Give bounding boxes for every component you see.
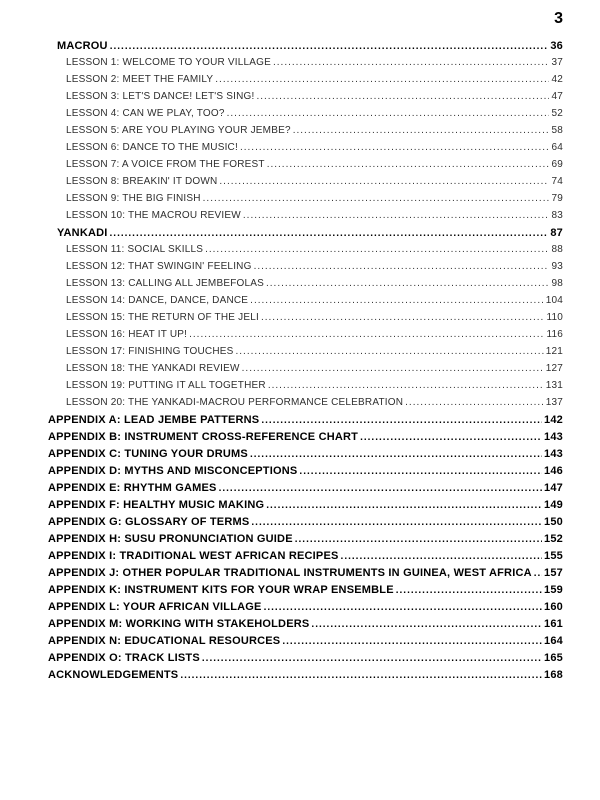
- toc-entry-label: LESSON 15: THE RETURN OF THE JELI: [66, 312, 259, 323]
- toc-entry: [48, 227, 563, 244]
- dot-leader: [110, 40, 549, 52]
- toc-entry-label: APPENDIX G: GLOSSARY OF TERMS: [48, 516, 250, 528]
- toc-entry-label: APPENDIX L: YOUR AFRICAN VILLAGE: [48, 601, 262, 613]
- dot-leader: [236, 346, 544, 357]
- dot-leader: [264, 601, 542, 613]
- toc-entry-label: APPENDIX B: INSTRUMENT CROSS-REFERENCE CHART: [48, 431, 359, 443]
- toc-entry: [48, 125, 563, 142]
- dot-leader: [180, 669, 542, 681]
- toc-entry-page: 87: [550, 227, 563, 239]
- toc-entry-page: 142: [544, 414, 563, 426]
- toc-entry-page: 131: [545, 380, 563, 391]
- dot-leader: [293, 125, 550, 136]
- toc-entry: [48, 74, 563, 91]
- toc-entry-page: 58: [551, 125, 563, 136]
- toc-entry-page: 83: [551, 210, 563, 221]
- toc-entry: [48, 159, 563, 176]
- toc-entry-page: 155: [544, 550, 563, 562]
- dot-leader: [261, 312, 545, 323]
- toc-entry: [48, 618, 563, 635]
- toc-entry-label: LESSON 4: CAN WE PLAY, TOO?: [66, 108, 225, 119]
- toc-entry-page: 36: [550, 40, 563, 52]
- toc-entry-label: LESSON 20: THE YANKADI-MACROU PERFORMANCE CELEBRATION: [66, 397, 404, 408]
- toc-entry: [48, 57, 563, 74]
- dot-leader: [240, 142, 550, 153]
- toc-entry: [48, 669, 563, 686]
- toc-entry-page: 147: [544, 482, 563, 494]
- dot-leader: [396, 584, 542, 596]
- dot-leader: [251, 516, 542, 528]
- toc-entry-label: LESSON 17: FINISHING TOUCHES: [66, 346, 234, 357]
- toc-entry-page: 150: [544, 516, 563, 528]
- toc-entry-page: 168: [544, 669, 563, 681]
- toc-entry-label: LESSON 14: DANCE, DANCE, DANCE: [66, 295, 249, 306]
- toc-entry: [48, 550, 563, 567]
- toc-entry-label: APPENDIX N: EDUCATIONAL RESOURCES: [48, 635, 281, 647]
- toc-entry: [48, 108, 563, 125]
- toc-entry-page: 42: [551, 74, 563, 85]
- dot-leader: [256, 91, 549, 102]
- toc-entry-page: 47: [551, 91, 563, 102]
- toc-entry-page: 152: [544, 533, 563, 545]
- dot-leader: [360, 431, 542, 443]
- toc-entry-page: 164: [544, 635, 563, 647]
- dot-leader: [534, 567, 542, 579]
- toc-entry-page: 149: [544, 499, 563, 511]
- toc-entry-label: LESSON 6: DANCE TO THE MUSIC!: [66, 142, 238, 153]
- dot-leader: [250, 448, 542, 460]
- toc-entry: [48, 465, 563, 482]
- dot-leader: [254, 261, 550, 272]
- toc-entry: [48, 91, 563, 108]
- toc-entry-page: 104: [545, 295, 563, 306]
- toc-entry: [48, 244, 563, 261]
- toc-entry-label: LESSON 7: A VOICE FROM THE FOREST: [66, 159, 265, 170]
- toc-entry-label: APPENDIX M: WORKING WITH STAKEHOLDERS: [48, 618, 310, 630]
- toc-entry: [48, 193, 563, 210]
- toc-entry-page: 79: [551, 193, 563, 204]
- dot-leader: [219, 176, 549, 187]
- toc-entry: [48, 584, 563, 601]
- toc-entry: [48, 312, 563, 329]
- dot-leader: [405, 397, 544, 408]
- toc-entry: [48, 176, 563, 193]
- toc-entry: [48, 363, 563, 380]
- toc-entry-page: 93: [551, 261, 563, 272]
- toc-entry-label: LESSON 3: LET'S DANCE! LET'S SING!: [66, 91, 255, 102]
- toc-entry-label: APPENDIX I: TRADITIONAL WEST AFRICAN RECIPES: [48, 550, 339, 562]
- toc-entry-label: APPENDIX A: LEAD JEMBE PATTERNS: [48, 414, 260, 426]
- toc-entry-page: 127: [545, 363, 563, 374]
- toc-entry-page: 74: [551, 176, 563, 187]
- toc-entry: [48, 414, 563, 431]
- toc-entry: [48, 142, 563, 159]
- toc-entry-label: APPENDIX D: MYTHS AND MISCONCEPTIONS: [48, 465, 298, 477]
- toc-entry-page: 64: [551, 142, 563, 153]
- toc-entry: [48, 261, 563, 278]
- dot-leader: [295, 533, 542, 545]
- toc-entry-label: LESSON 18: THE YANKADI REVIEW: [66, 363, 240, 374]
- toc-entry-label: LESSON 10: THE MACROU REVIEW: [66, 210, 241, 221]
- toc-entry-label: ACKNOWLEDGEMENTS: [48, 669, 179, 681]
- toc-entry-page: 160: [544, 601, 563, 613]
- dot-leader: [261, 414, 542, 426]
- toc-entry-label: LESSON 11: SOCIAL SKILLS: [66, 244, 204, 255]
- toc-entry-page: 137: [545, 397, 563, 408]
- toc-entry-label: APPENDIX O: TRACK LISTS: [48, 652, 200, 664]
- toc-entry: [48, 533, 563, 550]
- dot-leader: [202, 652, 542, 664]
- toc-entry-label: LESSON 2: MEET THE FAMILY: [66, 74, 214, 85]
- toc-entry: [48, 397, 563, 414]
- toc-entry: [48, 601, 563, 618]
- dot-leader: [203, 193, 550, 204]
- toc-entry-page: 165: [544, 652, 563, 664]
- toc-entry-label: LESSON 9: THE BIG FINISH: [66, 193, 201, 204]
- toc-entry-label: LESSON 19: PUTTING IT ALL TOGETHER: [66, 380, 266, 391]
- toc-entry-label: APPENDIX C: TUNING YOUR DRUMS: [48, 448, 248, 460]
- toc-entry-page: 159: [544, 584, 563, 596]
- toc-entry-label: APPENDIX E: RHYTHM GAMES: [48, 482, 217, 494]
- toc-entry-label: APPENDIX K: INSTRUMENT KITS FOR YOUR WRAP ENSEMBLE: [48, 584, 394, 596]
- dot-leader: [341, 550, 543, 562]
- toc-entry: [48, 431, 563, 448]
- toc-entry-page: 121: [545, 346, 563, 357]
- page-number: 3: [554, 10, 563, 27]
- toc-entry-page: 88: [551, 244, 563, 255]
- toc-entry-page: 37: [551, 57, 563, 68]
- toc-entry-page: 161: [544, 618, 563, 630]
- toc-entry: [48, 652, 563, 669]
- dot-leader: [299, 465, 542, 477]
- dot-leader: [215, 74, 549, 85]
- dot-leader: [268, 380, 544, 391]
- toc-entry-page: 143: [544, 448, 563, 460]
- toc-entry-label: APPENDIX J: OTHER POPULAR TRADITIONAL INSTRUMENTS IN GUINEA, WEST AFRICA: [48, 567, 532, 579]
- toc-entry-label: LESSON 12: THAT SWINGIN' FEELING: [66, 261, 252, 272]
- toc-entry-page: 98: [551, 278, 563, 289]
- toc-entry: [48, 329, 563, 346]
- toc-entry-label: APPENDIX F: HEALTHY MUSIC MAKING: [48, 499, 265, 511]
- toc-entry: [48, 516, 563, 533]
- toc-entry: [48, 448, 563, 465]
- toc-entry: [48, 295, 563, 312]
- toc-entry-label: LESSON 13: CALLING ALL JEMBEFOLAS: [66, 278, 264, 289]
- toc-entry-label: YANKADI: [57, 227, 108, 239]
- dot-leader: [189, 329, 544, 340]
- dot-leader: [243, 210, 550, 221]
- dot-leader: [311, 618, 542, 630]
- toc-entry-page: 143: [544, 431, 563, 443]
- toc-entry-label: LESSON 16: HEAT IT UP!: [66, 329, 188, 340]
- dot-leader: [266, 278, 549, 289]
- dot-leader: [266, 499, 542, 511]
- toc-entry-page: 110: [546, 312, 563, 323]
- toc-entry-page: 146: [544, 465, 563, 477]
- toc-entry-label: LESSON 1: WELCOME TO YOUR VILLAGE: [66, 57, 271, 68]
- dot-leader: [273, 57, 549, 68]
- dot-leader: [250, 295, 544, 306]
- toc-entry: [48, 567, 563, 584]
- toc-entry-label: MACROU: [57, 40, 108, 52]
- toc-entry-label: LESSON 5: ARE YOU PLAYING YOUR JEMBE?: [66, 125, 291, 136]
- toc-entry-page: 116: [546, 329, 563, 340]
- dot-leader: [282, 635, 542, 647]
- toc-entry-page: 52: [551, 108, 563, 119]
- toc-entry: [48, 499, 563, 516]
- toc-entry: [48, 40, 563, 57]
- dot-leader: [242, 363, 544, 374]
- toc-entry: [48, 380, 563, 397]
- toc-entry-label: APPENDIX H: SUSU PRONUNCIATION GUIDE: [48, 533, 293, 545]
- toc-entry-page: 69: [551, 159, 563, 170]
- dot-leader: [219, 482, 542, 494]
- toc-entry: [48, 210, 563, 227]
- toc-entry: [48, 635, 563, 652]
- toc-entry-label: LESSON 8: BREAKIN' IT DOWN: [66, 176, 218, 187]
- toc-entry: [48, 278, 563, 295]
- toc-entry: [48, 346, 563, 363]
- table-of-contents: [48, 40, 563, 686]
- toc-entry: [48, 482, 563, 499]
- dot-leader: [267, 159, 550, 170]
- toc-entry-page: 157: [544, 567, 563, 579]
- dot-leader: [205, 244, 549, 255]
- dot-leader: [110, 227, 549, 239]
- dot-leader: [227, 108, 550, 119]
